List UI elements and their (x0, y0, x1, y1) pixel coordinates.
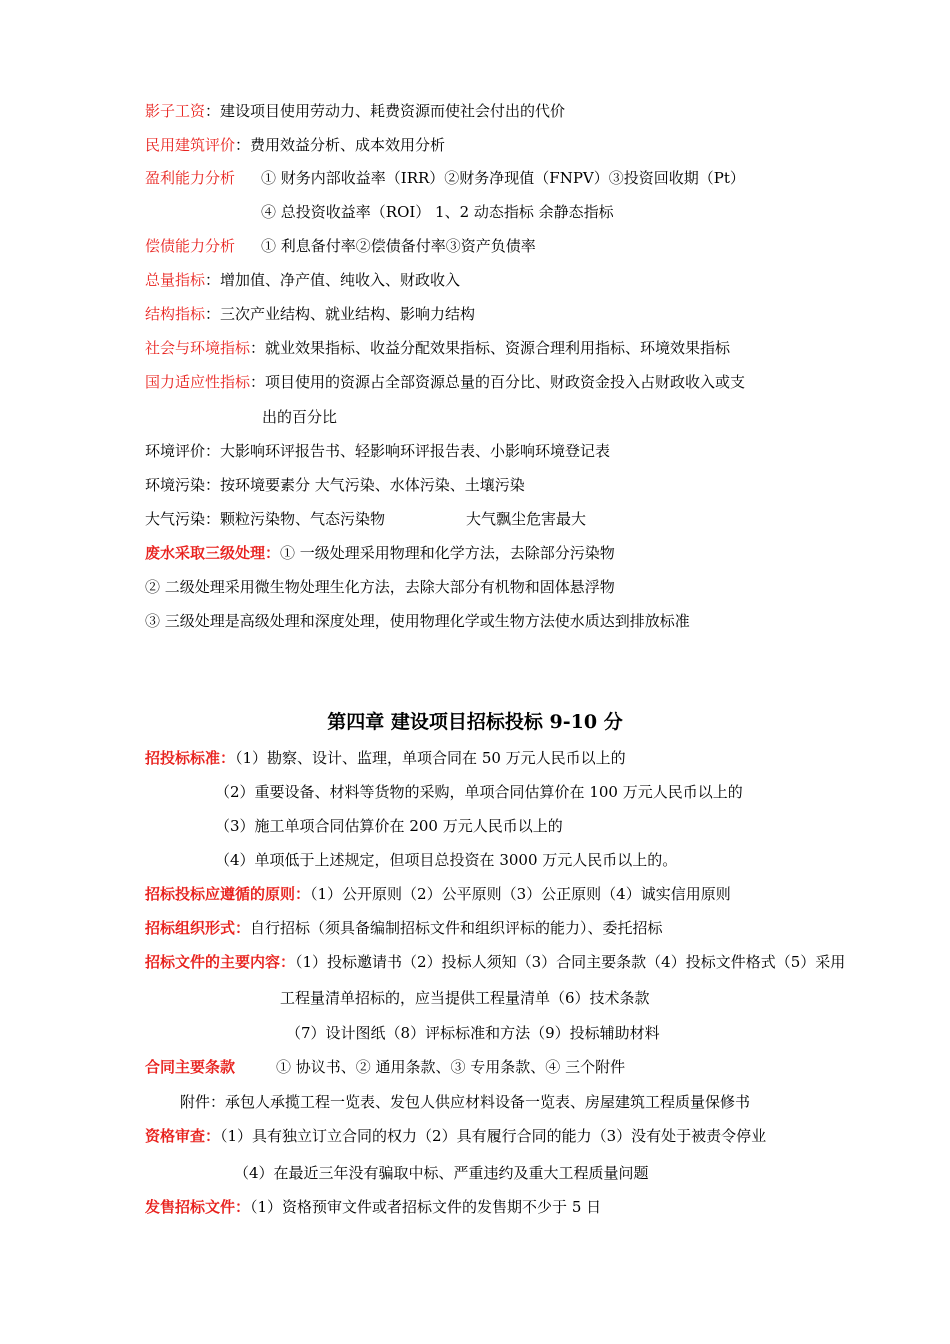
text-line (145, 1057, 235, 1077)
term-label: 偿债能力分析 (145, 237, 236, 255)
paragraph-text: （3）施工单项合同估算价在 200 万元人民币以上的 (215, 817, 563, 835)
term-definition: （1）公开原则（2）公平原则（3）公正原则（4）诚实信用原则 (310, 885, 731, 903)
term-label: 盈利能力分析 (145, 169, 236, 187)
paragraph-text: （4）在最近三年没有骗取中标、严重违约及重大工程质量问题 (234, 1164, 649, 1182)
text-line (215, 816, 563, 836)
text-line (145, 577, 615, 597)
text-line (261, 236, 536, 256)
text-line (145, 372, 745, 392)
term-label: 合同主要条款 (145, 1058, 236, 1076)
text-line (280, 988, 650, 1008)
text-line (145, 1126, 766, 1146)
term-definition: （1）具有独立订立合同的权力（2）具有履行合同的能力（3）没有处于被责令停业 (220, 1127, 767, 1145)
paragraph-text: ② 二级处理采用微生物处理生化方法，去除大部分有机物和固体悬浮物 (145, 578, 615, 596)
term-label: 招投标标准： (145, 749, 236, 767)
paragraph-text: （2）重要设备、材料等货物的采购，单项合同估算价在 100 万元人民币以上的 (215, 783, 743, 801)
term-label: 社会与环境指标 (145, 339, 251, 357)
text-line (261, 202, 614, 222)
text-line (145, 509, 385, 529)
text-line (145, 135, 445, 155)
term-label: 总量指标 (145, 271, 206, 289)
text-line (145, 304, 475, 324)
paragraph-text: 大气飘尘危害最大 (466, 510, 587, 528)
term-definition: ① 利息备付率②偿债备付率③资产负债率 (261, 237, 536, 255)
text-line (145, 441, 610, 461)
text-line (286, 1023, 660, 1043)
term-label: 招标投标应遵循的原则： (145, 885, 311, 903)
text-line (145, 1197, 601, 1217)
term-label: 资格审查： (145, 1127, 221, 1145)
term-definition: ：就业效果指标、收益分配效果指标、资源合理利用指标、环境效果指标 (250, 339, 731, 357)
text-line (145, 952, 845, 972)
term-definition: 自行招标（须具备编制招标文件和组织评标的能力）、委托招标 (250, 919, 663, 937)
term-label: 发售招标文件： (145, 1198, 251, 1216)
term-definition: ① 一级处理采用物理和化学方法，去除部分污染物 (280, 544, 615, 562)
term-label: 废水采取三级处理： (145, 544, 281, 562)
text-line (215, 782, 743, 802)
term-label: 影子工资 (145, 102, 206, 120)
paragraph-text: 环境评价：大影响环评报告书、轻影响环评报告表、小影响环境登记表 (145, 442, 611, 460)
term-label: 招标文件的主要内容： (145, 953, 296, 971)
paragraph-text: 工程量清单招标的，应当提供工程量清单（6）技术条款 (280, 989, 650, 1007)
term-definition: （1）投标邀请书（2）投标人须知（3）合同主要条款（4）投标文件格式（5）采用 (295, 953, 846, 971)
term-definition: ① 协议书、② 通用条款、③ 专用条款、④ 三个附件 (276, 1058, 626, 1076)
text-line (145, 101, 565, 121)
term-definition: ④ 总投资收益率（ROI） 1、2 动态指标 余静态指标 (261, 203, 614, 221)
term-label: 国力适应性指标 (145, 373, 251, 391)
text-line (145, 543, 615, 563)
text-line (180, 1092, 750, 1112)
term-definition: 出的百分比 (262, 408, 338, 426)
text-line (145, 611, 690, 631)
text-line (145, 338, 730, 358)
text-line (215, 850, 677, 870)
term-definition: ：增加值、净产值、纯收入、财政收入 (205, 271, 461, 289)
text-line (145, 884, 731, 904)
term-label: 结构指标 (145, 305, 206, 323)
text-line (145, 748, 626, 768)
paragraph-text: 环境污染：按环境要素分 大气污染、水体污染、土壤污染 (145, 476, 525, 494)
text-line (234, 1163, 649, 1183)
paragraph-text: 附件：承包人承揽工程一览表、发包人供应材料设备一览表、房屋建筑工程质量保修书 (180, 1093, 751, 1111)
text-line (145, 475, 525, 495)
term-label: 招标组织形式： (145, 919, 251, 937)
term-definition: （1）资格预审文件或者招标文件的发售期不少于 5 日 (250, 1198, 602, 1216)
paragraph-text: ③ 三级处理是高级处理和深度处理，使用物理化学或生物方法使水质达到排放标准 (145, 612, 690, 630)
term-label: 民用建筑评价 (145, 136, 236, 154)
text-line (276, 1057, 625, 1077)
term-definition: ① 财务内部收益率（IRR）②财务净现值（FNPV）③投资回收期（Pt） (261, 169, 745, 187)
chapter-title: 第四章 建设项目招标投标 9-10 分 (327, 711, 623, 733)
term-definition: ：项目使用的资源占全部资源总量的百分比、财政资金投入占财政收入或支 (250, 373, 746, 391)
text-line (466, 509, 586, 529)
text-line (145, 918, 663, 938)
term-definition: （1）勘察、设计、监理，单项合同在 50 万元人民币以上的 (235, 749, 626, 767)
text-line (145, 168, 235, 188)
term-definition: ：费用效益分析、成本效用分析 (235, 136, 446, 154)
text-line (261, 168, 745, 188)
paragraph-text: 大气污染：颗粒污染物、气态污染物 (145, 510, 386, 528)
text-line (145, 270, 460, 290)
term-definition: ：建设项目使用劳动力、耗费资源而使社会付出的代价 (205, 102, 566, 120)
term-definition: ：三次产业结构、就业结构、影响力结构 (205, 305, 476, 323)
text-line (262, 407, 337, 427)
text-line (145, 236, 235, 256)
paragraph-text: （7）设计图纸（8）评标标准和方法（9）投标辅助材料 (286, 1024, 660, 1042)
paragraph-text: （4）单项低于上述规定，但项目总投资在 3000 万元人民币以上的。 (215, 851, 678, 869)
